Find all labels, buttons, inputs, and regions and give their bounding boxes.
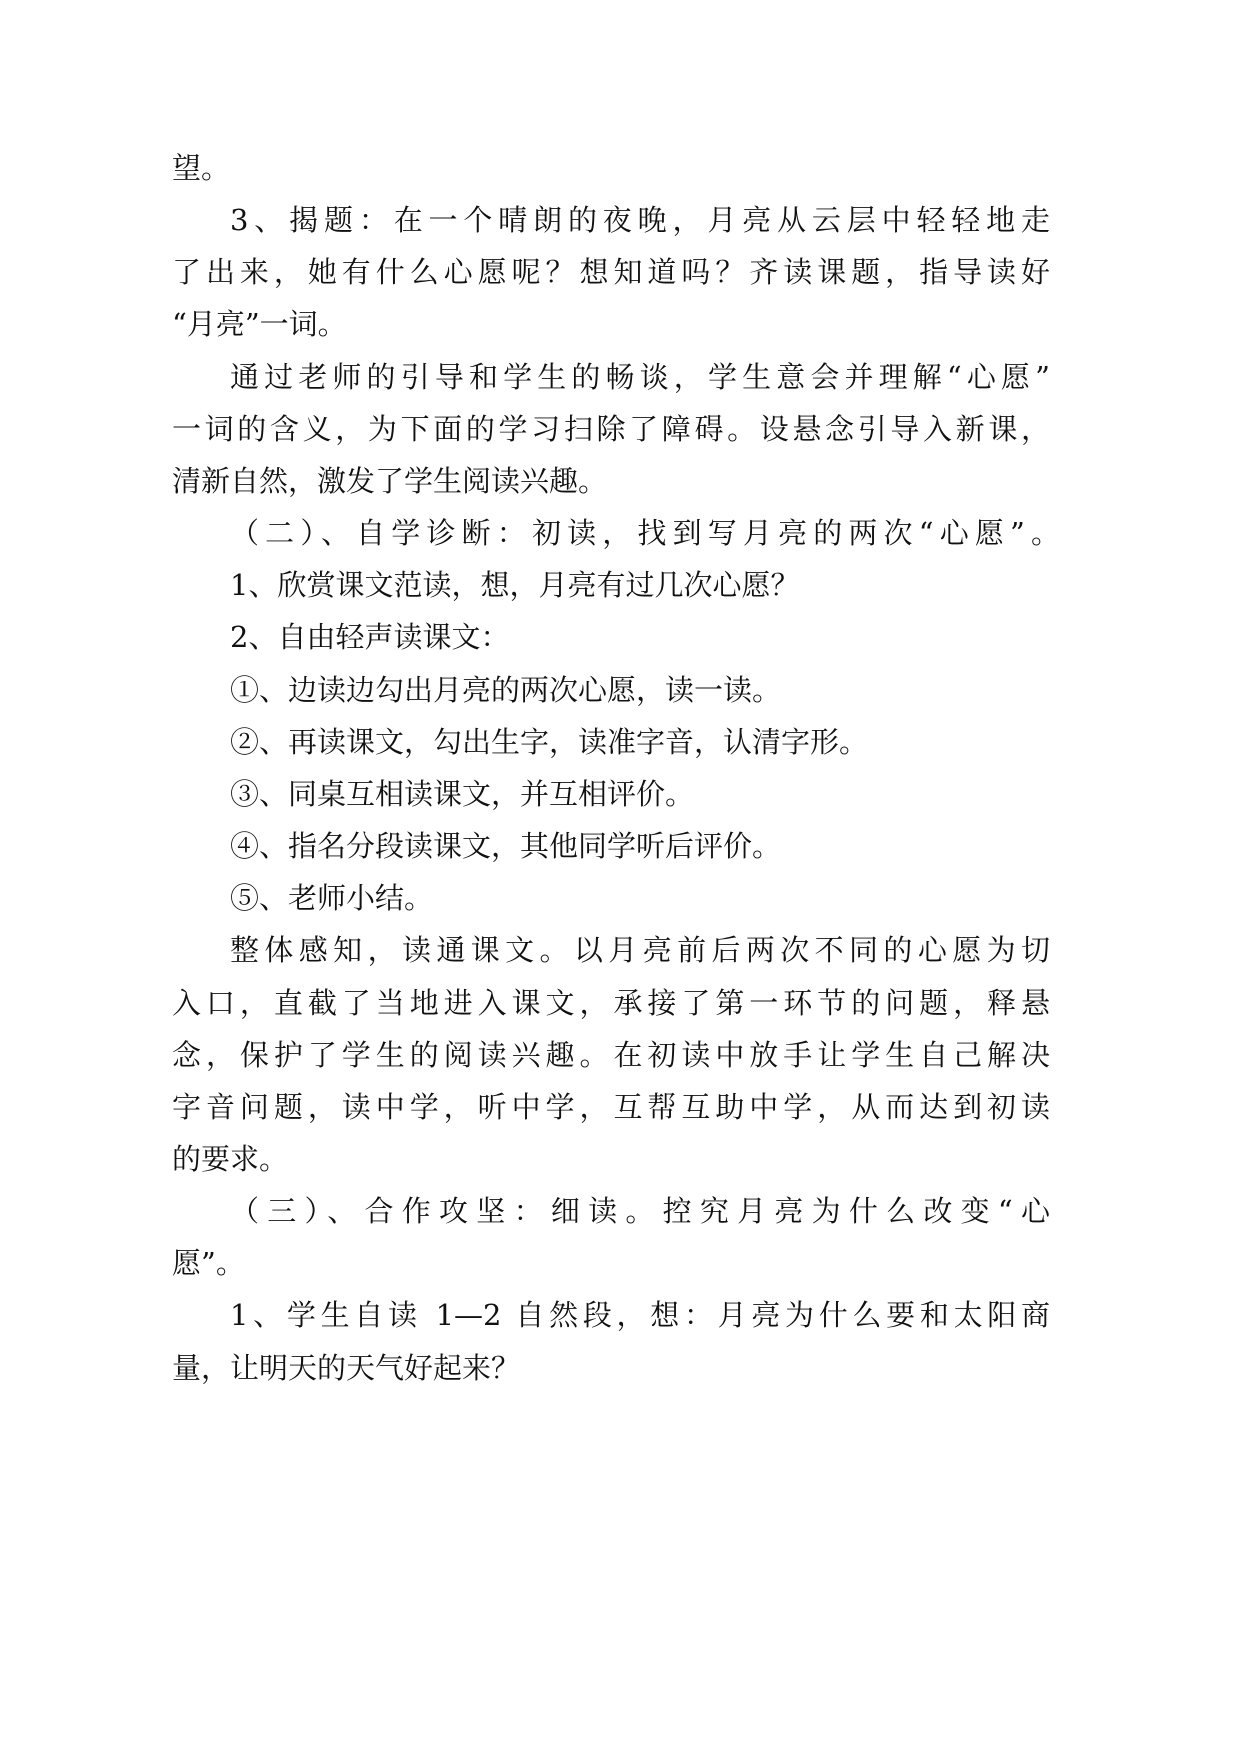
text-line: “月亮”一词。 — [172, 307, 347, 342]
text-line: 字音问题，读中学，听中学，互帮互助中学，从而达到初读 — [172, 1089, 1050, 1124]
paragraph — [172, 924, 1050, 1185]
text-line: 3、揭题：在一个晴朗的夜晚，月亮从云层中轻轻地走 — [230, 203, 1050, 238]
text-line: 入口，直截了当地进入课文，承接了第一环节的问题，释悬 — [172, 985, 1050, 1020]
text-line: 一词的含义，为下面的学习扫除了障碍。设悬念引导入新课， — [172, 411, 1050, 446]
list-item — [172, 716, 1050, 768]
paragraph — [172, 611, 1050, 663]
paragraph — [172, 194, 1050, 350]
list-item — [172, 768, 1050, 820]
text-line: 了出来，她有什么心愿呢？想知道吗？齐读课题，指导读好 — [172, 255, 1050, 290]
text-line: 的要求。 — [172, 1141, 289, 1176]
text-line: 整体感知，读通课文。以月亮前后两次不同的心愿为切 — [230, 933, 1050, 968]
section-heading — [172, 507, 1060, 559]
document-body — [172, 142, 1060, 1394]
text-line: 望。 — [172, 151, 231, 185]
text-line: 通过老师的引导和学生的畅谈，学生意会并理解“心愿” — [230, 359, 1050, 394]
text-line: （二）、自学诊断：初读，找到写月亮的两次“心愿”。 — [230, 516, 1060, 551]
text-line: 清新自然，激发了学生阅读兴趣。 — [172, 463, 608, 498]
paragraph — [172, 1289, 1050, 1393]
text-line: 1、欣赏课文范读，想，月亮有过几次心愿？ — [230, 568, 800, 603]
text-line: ⑤、老师小结。 — [230, 881, 434, 916]
paragraph — [172, 559, 1050, 611]
text-line: ①、边读边勾出月亮的两次心愿，读一读。 — [230, 672, 782, 707]
text-line: 念，保护了学生的阅读兴趣。在初读中放手让学生自己解决 — [172, 1037, 1050, 1072]
list-item — [172, 820, 1050, 872]
text-line: （三）、合作攻坚：细读。控究月亮为什么改变“心 — [230, 1194, 1050, 1229]
text-line: ④、指名分段读课文，其他同学听后评价。 — [230, 829, 782, 864]
list-item — [172, 664, 1050, 716]
text-line: 愿”。 — [172, 1246, 245, 1281]
text-line: ③、同桌互相读课文，并互相评价。 — [230, 776, 695, 811]
paragraph — [172, 142, 1050, 194]
text-line: 1、学生自读 1—2 自然段，想：月亮为什么要和太阳商 — [230, 1298, 1050, 1333]
section-heading — [172, 1185, 1050, 1289]
text-line: 量，让明天的天气好起来？ — [172, 1350, 521, 1385]
text-line: 2、自由轻声读课文： — [230, 620, 510, 655]
list-item — [172, 872, 1050, 924]
paragraph — [172, 351, 1050, 507]
text-line: ②、再读课文，勾出生字，读准字音，认清字形。 — [230, 724, 869, 759]
